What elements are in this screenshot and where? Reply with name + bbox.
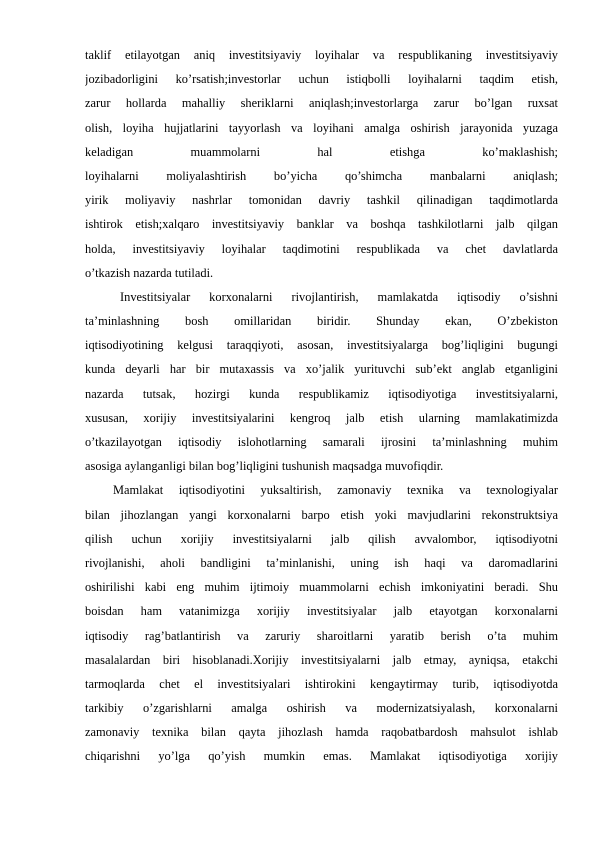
- paragraph-3-line-4: rivojlanishi, aholi bandligini ta’minlanishi, uning ish haqi va daromadlarini: [85, 555, 558, 570]
- paragraph-2-line-4: kunda deyarli har bir mutaxassis va xo’jalik yurituvchi sub’ekt anglab etganligini: [85, 362, 558, 377]
- paragraph-1-line-4: olish, loyiha hujjatlarini tayyorlash va loyihani amalga oshirish jarayonida yuzaga: [85, 120, 558, 135]
- paragraph-2-line-5: nazarda tutsak, hozirgi kunda respublikamiz iqtisodiyotiga investitsiyalarni,: [85, 386, 558, 401]
- paragraph-3-line-5: oshirilishi kabi eng muhim ijtimoiy muammolarni echish imkoniyatini beradi. Shu: [85, 580, 558, 595]
- paragraph-3-line-10: tarkibiy o’zgarishlarni amalga oshirish va modernizatsiyalash, korxonalarni: [85, 701, 558, 716]
- paragraph-3-line-12: chiqarishni yo’lga qo’yish mumkin emas. Mamlakat iqtisodiyotiga xorijiy: [85, 749, 558, 764]
- paragraph-1-line-9: holda, investitsiyaviy loyihalar taqdimotini respublikada va chet davlatlarda: [85, 241, 558, 256]
- paragraph-1-line-2: jozibadorligini ko’rsatish;investorlar uchun istiqbolli loyihalarni taqdim etish,: [85, 72, 558, 87]
- paragraph-1-line-6: loyihalarni moliyalashtirish bo’yicha qo’shimcha manbalarni aniqlash;: [85, 168, 558, 183]
- paragraph-3-line-11: zamonaviy texnika bilan qayta jihozlash hamda raqobatbardosh mahsulot ishlab: [85, 725, 558, 740]
- paragraph-1-line-3: zarur hollarda mahalliy sheriklarni aniqlash;investorlarga zarur bo’lgan ruxsat: [85, 96, 558, 111]
- paragraph-3-line-2: bilan jihozlangan yangi korxonalarni barpo etish yoki mavjudlarini rekonstruktsiya: [85, 507, 558, 522]
- paragraph-2-line-7: o’tkazilayotgan iqtisodiy islohotlarning samarali ijrosini ta’minlashning muhim: [85, 435, 558, 449]
- paragraph-1-line-5: keladigan muammolarni hal etishga ko’maklashish;: [85, 144, 558, 159]
- document-page: [85, 43, 558, 769]
- paragraph-1-line-1: taklif etilayotgan aniq investitsiyaviy loyihalar va respublikaning investitsiyaviy: [85, 48, 558, 62]
- paragraph-3-line-1: Mamlakat iqtisodiyotini yuksaltirish, zamonaviy texnika va texnologiyalar: [113, 483, 558, 498]
- paragraph-2-line-6: xususan, xorijiy investitsiyalarini kengroq jalb etish ularning mamlakatimizda: [85, 410, 558, 425]
- paragraph-1-line-8: ishtirok etish;xalqaro investitsiyaviy banklar va boshqa tashkilotlarni jalb qilgan: [85, 217, 558, 232]
- paragraph-3-line-7: iqtisodiy rag’batlantirish va zaruriy sharoitlarni yaratib berish o’ta muhim: [85, 628, 558, 643]
- paragraph-3-line-6: boisdan ham vatanimizga xorijiy investitsiyalar jalb etayotgan korxonalarni: [85, 604, 558, 619]
- paragraph-1-line-10: o’tkazish nazarda tutiladi.: [85, 265, 214, 280]
- paragraph-3-line-3: qilish uchun xorijiy investitsiyalarni jalb qilish avvalombor, iqtisodiyotni: [85, 531, 558, 546]
- paragraph-3-line-8: masalalardan biri hisoblanadi.Xorijiy investitsiyalarni jalb etmay, ayniqsa, etakchi: [85, 652, 558, 667]
- paragraph-2-line-3: iqtisodiyotining kelgusi taraqqiyoti, asosan, investitsiyalarga bog’liqligini bugungi: [85, 338, 558, 353]
- paragraph-2-line-2: ta’minlashning bosh omillaridan biridir. Shunday ekan, O’zbekiston: [85, 314, 558, 329]
- paragraph-3-line-9: tarmoqlarda chet el investitsiyalari ishtirokini kengaytirmay turib, iqtisodiyotda: [85, 676, 558, 691]
- paragraph-2-line-1: Investitsiyalar korxonalarni rivojlantirish, mamlakatda iqtisodiy o’sishni: [120, 289, 558, 304]
- paragraph-1-line-7: yirik moliyaviy nashrlar tomonidan davriy tashkil qilinadigan taqdimotlarda: [85, 193, 558, 208]
- paragraph-2-line-8: asosiga aylanganligi bilan bog’liqligini tushunish maqsadga muvofiqdir.: [85, 459, 444, 474]
